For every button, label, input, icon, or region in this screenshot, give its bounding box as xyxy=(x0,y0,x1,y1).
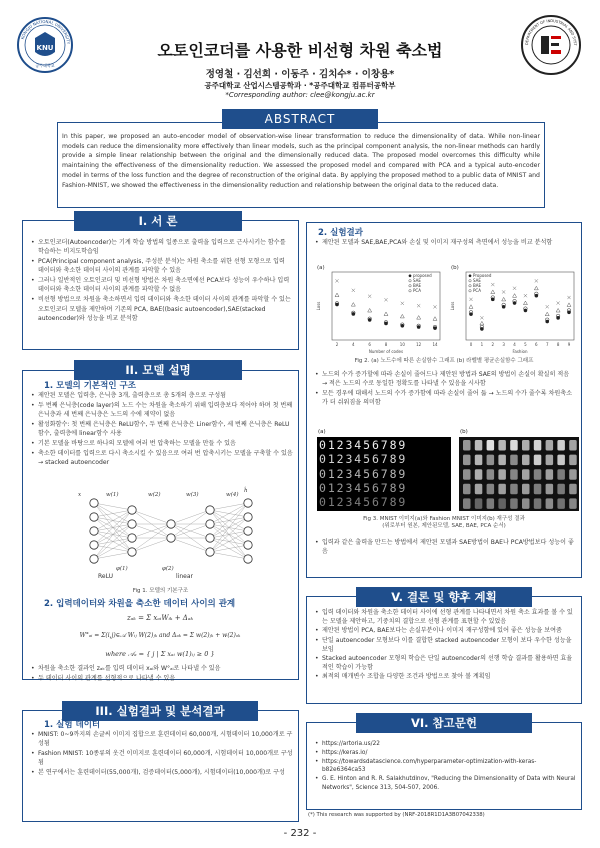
fashion-thumbnail xyxy=(557,498,565,509)
fashion-thumbnail xyxy=(463,455,471,466)
legend-entry: PCA xyxy=(413,288,421,293)
digit-row: 0123456789 xyxy=(319,466,408,481)
list-item: • 제안된 모델은 입력층, 은닉층 3개, 출력층으로 총 5개의 층으로 구성됨 xyxy=(30,391,294,400)
fashion-thumbnail xyxy=(534,498,542,509)
legend-entry: SAE xyxy=(413,278,421,283)
svg-text:KNU: KNU xyxy=(36,44,54,52)
list-item: • 입력 데이터와 차원을 축소한 데이터 사이에 선형 관계를 나타내면서 차원 축소 효과를 볼 수 있는 모델을 제안하고, 기중치의 결합으로 선형 관계를 표현할 수 있었음 xyxy=(314,609,576,627)
network-weight-label: w(4) xyxy=(226,492,239,498)
fashion-thumbnail xyxy=(546,498,554,509)
network-node xyxy=(128,520,136,528)
list-item: • 오토인코더(Autoencoder)는 기계 학습 방법의 일종으로 출력을 입력으로 근사시키는 함수를 학습하는 비지도학습임 xyxy=(30,238,292,257)
list-item: • 그러나 일반적인 오토인코더 및 비선형 방법은 차원 축소면에선 PCA보다 성능이 우수하나 입력 데이터와 축소한 데이터 사이의 관계를 파악할 수 없음 xyxy=(30,276,292,295)
network-node xyxy=(90,499,98,507)
results-subheading-1: 1. 실험 데이터 xyxy=(44,720,101,730)
x-tick-label: 8 xyxy=(556,342,560,347)
x-axis-label: Fashion xyxy=(512,349,528,354)
fashion-thumbnail xyxy=(510,440,518,451)
network-weight-label: ĥ xyxy=(244,488,248,494)
network-node xyxy=(90,513,98,521)
network-node xyxy=(206,534,214,542)
fashion-thumbnail xyxy=(569,455,577,466)
loss-by-label-chart xyxy=(450,262,578,354)
reference-item: • G. E. Hinton and R. R. Salakhutdinov, "Reducing the Dimensionality of Data with Neural Networks", Science 313, 504-507, 2006. xyxy=(314,775,576,793)
conclusion-heading: V. 결론 및 향후 계획 xyxy=(356,587,532,607)
fashion-thumbnail xyxy=(534,469,542,480)
legend-entry: proposed xyxy=(413,273,432,278)
fashion-thumbnail xyxy=(534,484,542,495)
fashion-thumbnail xyxy=(546,455,554,466)
list-item: • 최적의 매개변수 조합을 다양한 조건과 방법으로 찾아 볼 계획임 xyxy=(314,673,576,682)
equation-1: zₐₖ = Σ xₐᵢWᵢₖ + Δₐₖ xyxy=(126,614,194,622)
legend-entry: BAE xyxy=(413,283,422,288)
fashion-thumbnail xyxy=(498,469,506,480)
fashion-thumbnail xyxy=(498,498,506,509)
digit-row: 0123456789 xyxy=(319,480,408,495)
affiliation: 공주대학교 산업시스템공학과 · *공주대학교 컴퓨터공학부 xyxy=(204,81,396,90)
funding-footnote: (*) This research was supported by (NRF-2018R1D1A3B07042338) xyxy=(308,812,485,818)
network-node xyxy=(206,506,214,514)
x-tick-label: 12 xyxy=(416,342,422,347)
list-item: • MNIST: 0~9까지의 손글씨 이미지 집합으로 훈련데이터 60,000개, 시험데이터 10,000개로 구성됨 xyxy=(30,730,294,749)
loss-by-codes-chart xyxy=(316,262,444,354)
fashion-thumbnail xyxy=(463,498,471,509)
fashion-thumbnail xyxy=(557,484,565,495)
list-item: • Stacked autoencoder 모형의 학습은 단일 autoencoder의 선행 학습 결과를 활용하면 효율적인 학습이 가능함 xyxy=(314,655,576,673)
results-subheading-2: 2. 실험결과 xyxy=(318,228,363,238)
fashion-thumbnail xyxy=(510,498,518,509)
intro-bullets xyxy=(30,238,292,324)
legend-marker xyxy=(469,275,471,277)
fashion-thumbnail xyxy=(522,484,530,495)
list-item: • 제안된 방법이 PCA, BAE보다는 손실부분이나 이미지 재구성함에 있어 좋은 성능을 보여줌 xyxy=(314,627,576,636)
fashion-thumbnail xyxy=(475,440,483,451)
network-node xyxy=(244,499,252,507)
y-axis-label: Loss xyxy=(450,301,455,311)
x-tick-label: 10 xyxy=(399,342,405,347)
x-tick-label: 4 xyxy=(513,342,516,347)
fashion-thumbnail xyxy=(522,498,530,509)
results-right-bullets-b xyxy=(314,370,576,408)
results-right-bullets-c xyxy=(314,538,576,557)
fashion-thumbnail xyxy=(487,455,495,466)
reference-item: • https://artoria.us/22 xyxy=(314,740,576,749)
network-node xyxy=(90,527,98,535)
network-node xyxy=(206,520,214,528)
list-item: • 비선형 방법으로 차원을 축소하면서 입력 데이터와 축소한 데이터 사이의 관계를 파악할 수 있는 오토인코더 모델을 제안하며 기존의 PCA, BAE((basic autoencoder),SAE(stacked autoencoder)와 성능을 비교 분석함 xyxy=(30,295,292,323)
fashion-thumbnail xyxy=(557,469,565,480)
network-diagram xyxy=(76,486,266,582)
network-node xyxy=(167,520,175,528)
activation-phi1-label: φ(1) xyxy=(116,566,128,572)
fashion-thumbnail xyxy=(475,469,483,480)
fig3-b-label: (b) xyxy=(460,429,468,435)
fig2-caption: Fig 2. (a) 노드수에 따른 손실함수 그래프 (b) 라벨별 평균손실함수 그래프 xyxy=(354,358,534,364)
fashion-thumbnail xyxy=(510,455,518,466)
references-list xyxy=(314,740,576,793)
list-item: • 축소한 데이터를 입력으로 다시 축소시킬 수 있음으로 여러 번 압축시키는 모델을 구축할 수 있음 → stacked autoencoder xyxy=(30,449,294,468)
x-tick-label: 2 xyxy=(491,342,495,347)
abstract-heading: ABSTRACT xyxy=(222,109,378,129)
fashion-thumbnail xyxy=(569,484,577,495)
network-weight-label: x xyxy=(78,492,82,498)
fashion-thumbnail xyxy=(463,469,471,480)
network-node xyxy=(128,548,136,556)
fashion-thumbnail xyxy=(475,498,483,509)
legend-entry: PCA xyxy=(473,288,481,293)
fashion-thumbnail xyxy=(557,440,565,451)
fashion-thumbnail xyxy=(522,440,530,451)
x-tick-label: 8 xyxy=(384,342,388,347)
fashion-reconstruction-image xyxy=(459,437,579,511)
abstract-text: In this paper, we proposed an auto-encoder model of observation-wise linear transformation to reduce the dimensionality of data. While non-linear models can reduce the dimensionality more effectively than linear models, such as the principal component analysis, the non-linear methods can hardly provide a simple linear relationship between the original and the dimensionally reduced data. The proposed model overcomes this difficulty while maintaining the effectiveness of the dimensionality reduction. We assessed the proposed model and compared with PCA and a typical auto-encoder model in terms of the loss function and the degree of reconstruction of the original data. By applying the proposed method to a public data of MNIST and Fashion-MNIST, we showed the effectiveness in the dimensionality reduction and relationship between the original data to the reduced data. xyxy=(62,133,540,189)
network-node xyxy=(90,555,98,563)
intro-heading: I. 서 론 xyxy=(74,211,242,231)
list-item: • PCA(Principal component analysis, 주성분 분석)는 차원 축소를 위한 선형 모형으로 입력 데이터와 축소한 데이터 사이의 관계를 파악할 수 있음 xyxy=(30,257,292,276)
fashion-thumbnail xyxy=(475,455,483,466)
list-item: • 모든 경우에 대해서 노드의 수가 증가함에 따라 손실이 줄어 듦 → 노드의 수가 줄수록 차원축소가 더 쉬워짐을 의미함 xyxy=(314,389,576,408)
reference-item: • https://keras.io/ xyxy=(314,749,576,758)
list-item: • 제안된 모델과 SAE,BAE,PCA와 손실 및 이미지 재구성의 측면에서 성능을 비교 분석함 xyxy=(314,238,576,247)
fashion-thumbnail xyxy=(463,484,471,495)
x-tick-label: 1 xyxy=(480,342,484,347)
mnist-reconstruction-image xyxy=(317,437,451,511)
results-right-bullets-a xyxy=(314,238,576,248)
model-subheading-1: 1. 모델의 기본적인 구조 xyxy=(44,381,136,391)
fashion-thumbnail xyxy=(510,469,518,480)
fashion-thumbnail xyxy=(510,484,518,495)
left-logo-ring-text: KONGJU NATIONAL UNIVERSITY xyxy=(19,18,72,45)
conclusion-bullets xyxy=(314,609,576,683)
fig3-a-label: (a) xyxy=(318,429,326,435)
network-node xyxy=(244,541,252,549)
page-number: - 232 - xyxy=(283,828,317,839)
reference-item: • https://towardsdatascience.com/hyperparameter-optimization-with-keras-b82e6364ca53 xyxy=(314,758,576,776)
fashion-thumbnail xyxy=(475,484,483,495)
legend-entry: BAE xyxy=(473,283,482,288)
network-node xyxy=(167,534,175,542)
chart-panel-label: (b) xyxy=(451,265,459,271)
x-tick-label: 9 xyxy=(567,342,571,347)
x-tick-label: 3 xyxy=(502,342,505,347)
model-heading: II. 모델 설명 xyxy=(74,360,242,380)
fashion-thumbnail xyxy=(546,484,554,495)
fashion-thumbnail xyxy=(487,484,495,495)
network-weight-label: w(1) xyxy=(106,492,119,498)
fashion-thumbnail xyxy=(487,469,495,480)
list-item: • 노드의 수가 증가할에 따라 손실이 줄어드나 제안된 방법과 SAE의 방법이 손실이 확실히 적음 → 적은 노드의 수로 동일한 정확도를 나타낼 수 있음을 시사함 xyxy=(314,370,576,389)
network-node xyxy=(128,506,136,514)
fashion-thumbnail xyxy=(569,469,577,480)
list-item: • Fashion MNIST: 10종류의 옷건 이미지로 훈련데이터 60,000개, 시험데이터 10,000개로 구성됨 xyxy=(30,749,294,768)
fashion-thumbnail xyxy=(498,440,506,451)
digit-row: 0123456789 xyxy=(319,438,408,452)
list-item: • 두 데이터 사이의 관계를 선형적으로 나타낼 수 있음 xyxy=(30,674,292,683)
activation-phi2-label: φ(2) xyxy=(162,566,174,572)
fashion-thumbnail xyxy=(534,455,542,466)
y-axis-label: Loss xyxy=(316,301,321,311)
x-tick-label: 7 xyxy=(545,342,549,347)
left-logo-sub-text: 공주대학교 xyxy=(35,63,55,68)
abstract-box xyxy=(57,122,545,208)
fashion-thumbnail xyxy=(463,440,471,451)
x-tick-label: 14 xyxy=(432,342,438,347)
activation-linear-label: linear xyxy=(176,573,193,580)
x-tick-label: 2 xyxy=(335,342,339,347)
chart-panel-label: (a) xyxy=(317,265,325,271)
fashion-thumbnail xyxy=(522,455,530,466)
list-item: • 차원을 축소한 결과인 zₐₖ를 입력 데이터 xₐᵢ와 W°ₐᵢ로 나타낼 수 있음 xyxy=(30,664,292,673)
fashion-thumbnail xyxy=(522,469,530,480)
fashion-thumbnail xyxy=(557,455,565,466)
digit-row: 0123456789 xyxy=(319,452,408,467)
fig1-caption: Fig 1. 모델의 기본구조 xyxy=(132,588,189,594)
network-node xyxy=(90,541,98,549)
fashion-thumbnail xyxy=(546,469,554,480)
results-heading: III. 실험결과 및 분석결과 xyxy=(62,701,258,721)
fashion-thumbnail xyxy=(569,498,577,509)
x-tick-label: 6 xyxy=(535,342,538,347)
x-axis-label: Number of codes xyxy=(368,349,404,354)
results-left-bullets xyxy=(30,730,294,778)
x-tick-label: 0 xyxy=(469,342,473,347)
fashion-thumbnail xyxy=(487,498,495,509)
network-node xyxy=(206,548,214,556)
x-tick-label: 5 xyxy=(524,342,527,347)
network-weight-label: w(2) xyxy=(148,492,161,498)
author-list: 정영철 · 김선희 · 이동주 · 김치수* · 이창용* xyxy=(205,69,395,80)
list-item: • 두 번째 은닉층(code layer)의 노드 수는 차원을 축소하기 위해 입력층보다 적어야 하며 첫 번째 은닉층과 세 번째 은닉층은 노드의 수에 제약이 없음 xyxy=(30,401,294,420)
fashion-thumbnail xyxy=(498,455,506,466)
list-item: • 입력과 같은 출력을 만드는 방법에서 제안된 모델과 SAE방법이 BAE나 PCA방법보다 성능이 좋음 xyxy=(314,538,576,557)
model-subheading-2: 2. 입력데이터와 차원을 축소한 데이터 사이의 관계 xyxy=(44,599,236,609)
corresponding-author: *Corresponding author: clee@kongju.ac.kr xyxy=(225,91,375,99)
activation-relu-label: ReLU xyxy=(98,573,114,580)
legend-marker xyxy=(409,275,411,277)
digit-row: 0123456789 xyxy=(319,495,408,510)
fashion-thumbnail xyxy=(498,484,506,495)
model-bullets-2 xyxy=(30,664,292,684)
list-item: • 단일 autoencoder 모형보다 이를 결합한 stacked autoencoder 모형이 보다 우수한 성능을 보임 xyxy=(314,637,576,655)
network-node xyxy=(244,555,252,563)
list-item: • 기본 모델을 바탕으로 하나의 모델에 여러 번 압축하는 모델을 만들 수 있음 xyxy=(30,439,294,448)
model-bullets-1 xyxy=(30,391,294,468)
poster-title: 오토인코더를 사용한 비선형 차원 축소법 xyxy=(157,41,443,60)
fig3-caption-2: (위로부터 원본, 제안된모델, SAE, BAE, PCA 순서) xyxy=(382,523,506,529)
fashion-thumbnail xyxy=(569,440,577,451)
network-node xyxy=(244,527,252,535)
fig3-caption-1: Fig 3. MNIST 이미지(a)와 Fashion MNIST 이미지(b) 재구성 결과 xyxy=(363,516,525,522)
fashion-thumbnail xyxy=(546,440,554,451)
network-node xyxy=(128,534,136,542)
right-logo-ring-text: DEPARTMENT OF INDUSTRIAL AND SYST xyxy=(524,18,578,46)
fashion-thumbnail xyxy=(534,440,542,451)
list-item: • 활성화함수: 첫 번째 은닉층은 ReLU함수, 두 번째 은닉층은 Liner함수, 세 번째 은닉층은 ReLU함수, 출력층에 linear함수 사용 xyxy=(30,420,294,439)
equation-3: where 𝒜ₐ = { j | Σ xₐᵢ w(1)ᵢⱼ ≥ 0 } xyxy=(105,650,215,658)
x-tick-label: 6 xyxy=(368,342,371,347)
network-node xyxy=(244,513,252,521)
list-item: • 본 연구에서는 훈련데이터(55,000개), 검증데이터(5,000개), 시험데이터(10,000개)로 구성 xyxy=(30,768,294,777)
network-weight-label: w(3) xyxy=(186,492,199,498)
legend-entry: SAE xyxy=(473,278,481,283)
x-tick-label: 4 xyxy=(352,342,355,347)
legend-entry: Proposed xyxy=(473,273,492,278)
equation-2: W°ₐᵢ = Σ(i,j)∈𝒜 Wᵢⱼ W(2)ⱼₖ and Δₐₖ = Σ w(2)ⱼₖ + w(2)ₒₖ xyxy=(79,632,241,639)
references-heading: VI. 참고문헌 xyxy=(356,713,532,733)
fashion-thumbnail xyxy=(487,440,495,451)
